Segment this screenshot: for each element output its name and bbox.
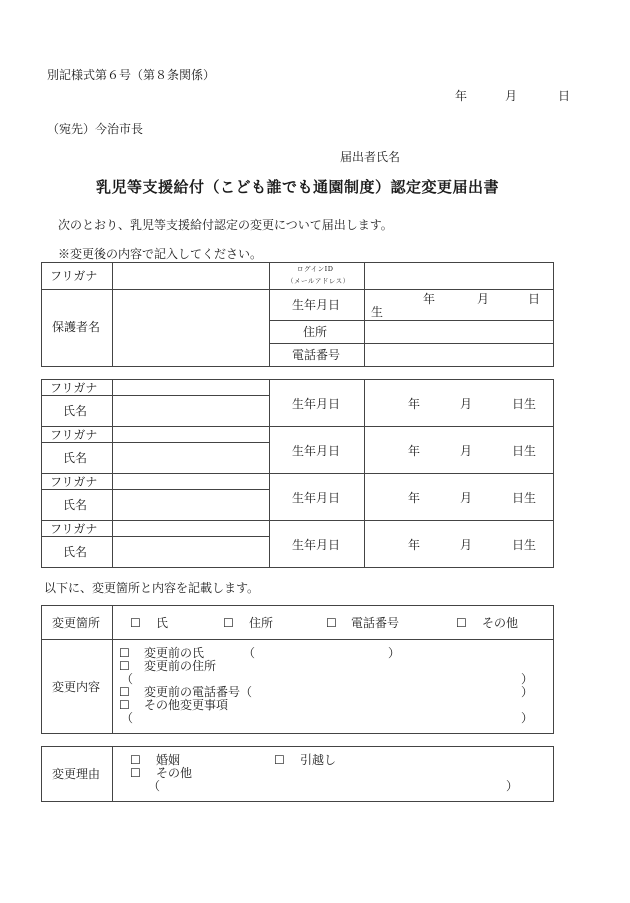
- document-title: 乳児等支援給付（こども誰でも通園制度）認定変更届出書: [96, 178, 500, 196]
- change-intro: 以下に、変更箇所と内容を記載します。: [44, 581, 260, 595]
- child-birth-day: 日生: [512, 444, 537, 458]
- date-month-label: 月: [505, 89, 518, 103]
- child-birth-day: 日生: [512, 397, 537, 411]
- reason-other-label: その他: [156, 766, 193, 780]
- change-location-label: 変更箇所: [52, 616, 101, 630]
- prev-phone-close-paren: ）: [521, 685, 534, 699]
- guardian-birth-month: 月: [477, 292, 490, 306]
- prev-name-label: 変更前の氏: [144, 646, 205, 660]
- option-phone-label: 電話番号: [351, 616, 400, 630]
- date-day-label: 日: [558, 89, 571, 103]
- reason-other-open-paren: （: [148, 779, 161, 793]
- child-birthdate-label: 生年月日: [292, 538, 341, 552]
- guardian-birth-born: 生: [371, 305, 384, 319]
- addressee: （宛先）今治市長: [47, 122, 144, 136]
- guardian-birth-year: 年: [423, 292, 436, 306]
- date-year-label: 年: [455, 89, 468, 103]
- child-birthdate-label: 生年月日: [292, 397, 341, 411]
- child-furigana-label: フリガナ: [50, 522, 98, 536]
- option-other-label: その他: [482, 616, 519, 630]
- prev-name-open-paren: （: [243, 646, 256, 660]
- child-birthdate-label: 生年月日: [292, 444, 341, 458]
- checkbox-marriage[interactable]: ☐: [130, 753, 141, 767]
- child-birth-year: 年: [408, 491, 421, 505]
- child-birth-year: 年: [408, 397, 421, 411]
- child-furigana-label: フリガナ: [50, 428, 98, 442]
- prev-phone-label: 変更前の電話番号（: [144, 685, 253, 699]
- child-birth-year: 年: [408, 444, 421, 458]
- checkbox-other-change[interactable]: ☐: [119, 698, 130, 712]
- child-birth-month: 月: [460, 538, 473, 552]
- child-furigana-label: フリガナ: [50, 475, 98, 489]
- guardian-phone-label: 電話番号: [292, 348, 341, 362]
- other-change-label: その他変更事項: [144, 698, 229, 712]
- checkbox-reason-other[interactable]: ☐: [130, 766, 141, 780]
- intro-text: 次のとおり、乳児等支援給付認定の変更について届出します。: [58, 218, 393, 232]
- checkbox-prev-address[interactable]: ☐: [119, 659, 130, 673]
- option-name-label: 氏: [156, 616, 169, 630]
- child-birth-month: 月: [460, 397, 473, 411]
- login-id-sublabel: （メールアドレス）: [287, 277, 350, 285]
- checkbox-moving[interactable]: ☐: [274, 753, 285, 767]
- prev-address-open-paren: （: [121, 672, 134, 686]
- change-content-label: 変更内容: [52, 680, 101, 694]
- child-name-label: 氏名: [63, 545, 88, 559]
- checkbox-prev-phone[interactable]: ☐: [119, 685, 130, 699]
- other-change-open-paren: （: [121, 711, 134, 725]
- checkbox-name[interactable]: ☐: [130, 616, 141, 630]
- child-birth-day: 日生: [512, 538, 537, 552]
- reason-other-close-paren: ）: [506, 779, 519, 793]
- applicant-name-label: 届出者氏名: [340, 150, 401, 164]
- child-birth-year: 年: [408, 538, 421, 552]
- checkbox-prev-name[interactable]: ☐: [119, 646, 130, 660]
- guardian-address-label: 住所: [303, 325, 328, 339]
- guardian-furigana-label: フリガナ: [50, 269, 98, 283]
- child-birthdate-label: 生年月日: [292, 491, 341, 505]
- child-furigana-label: フリガナ: [50, 381, 98, 395]
- child-birth-day: 日生: [512, 491, 537, 505]
- guardian-birthdate-label: 生年月日: [292, 298, 341, 312]
- child-name-label: 氏名: [63, 404, 88, 418]
- prev-name-close-paren: ）: [388, 646, 401, 660]
- checkbox-other[interactable]: ☐: [456, 616, 467, 630]
- option-address-label: 住所: [249, 616, 274, 630]
- other-change-close-paren: ）: [521, 711, 534, 725]
- guardian-name-label: 保護者名: [52, 320, 101, 334]
- note-text: ※変更後の内容で記入してください。: [58, 247, 263, 261]
- checkbox-address[interactable]: ☐: [223, 616, 234, 630]
- prev-address-close-paren: ）: [521, 672, 534, 686]
- change-reason-label: 変更理由: [52, 767, 101, 781]
- login-id-label: ログインID: [297, 265, 334, 273]
- marriage-label: 婚姻: [156, 753, 181, 767]
- moving-label: 引越し: [300, 753, 337, 767]
- guardian-birth-day: 日: [528, 292, 541, 306]
- prev-address-label: 変更前の住所: [144, 659, 217, 673]
- checkbox-phone[interactable]: ☐: [326, 616, 337, 630]
- form-number: 別記様式第６号（第８条関係）: [47, 68, 216, 82]
- child-birth-month: 月: [460, 491, 473, 505]
- child-birth-month: 月: [460, 444, 473, 458]
- child-name-label: 氏名: [63, 498, 88, 512]
- child-name-label: 氏名: [63, 451, 88, 465]
